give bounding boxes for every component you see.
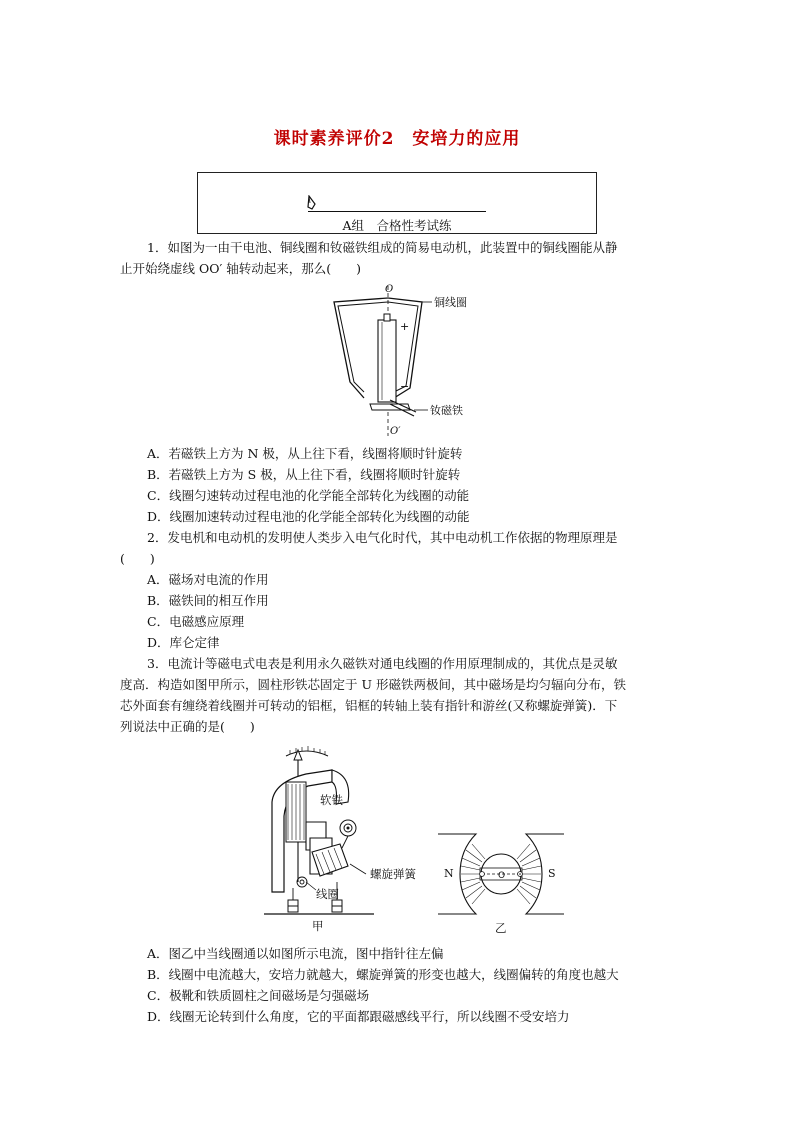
minus-label: − [400,380,410,393]
q1-stem-line2: 止开始绕虚线 OO′ 轴转动起来，那么( ) [120,261,362,276]
q3-stem-line2: 度高．构造如图甲所示，圆柱形铁芯固定于 U 形磁铁两极间，其中磁场是均匀辐向分布，铁 [120,677,626,692]
q3-pole-n: N [444,867,454,880]
axis-bottom-label: O′ [390,426,401,437]
page-title: 课时素养评价2 安培力的应用 [273,129,521,149]
group-header-label: A组 合格性考试练 [342,218,452,233]
q3-stem-line3: 芯外面套有缠绕着线圈并可转动的铝框，铝框的转轴上装有指针和游丝(又称螺旋弹簧)．下 [120,698,618,713]
q3-figure-b [436,828,566,918]
q3-option-a: A．图乙中当线圈通以如图所示电流，图中指针往左偏 [147,946,444,961]
q3-label-spring: 螺旋弹簧 [370,867,416,881]
q1-label-coil: 铜线圈 [434,296,467,309]
q3-option-c: C．极靴和铁质圆柱之间磁场是匀强磁场 [147,988,370,1003]
axis-top-label: O [385,284,394,295]
q2-option-d: D．库仑定律 [147,635,220,650]
q1-option-b: B．若磁铁上方为 S 极，从上往下看，线圈将顺时针旋转 [147,467,461,482]
q3-figure-a [262,742,432,932]
header-rule [308,211,486,212]
q3-option-d: D．线圈无论转到什么角度，它的平面都跟磁感线平行，所以线圈不受安培力 [147,1009,570,1024]
q2-option-b: B．磁铁间的相互作用 [147,593,269,608]
q3-stem-line4: 列说法中正确的是( ) [120,719,255,734]
q3-pole-s: S [548,867,556,880]
plus-label: + [400,320,410,333]
q3-stem-line1: 3．电流计等磁电式电表是利用永久磁铁对通电线圈的作用原理制成的，其优点是灵敏 [147,656,618,671]
center-o-label: O [498,871,506,881]
q1-option-c: C．线圈匀速转动过程电池的化学能全部转化为线圈的动能 [147,488,470,503]
q1-label-magnet: 钕磁铁 [430,404,463,417]
q3-caption-a: 甲 [312,919,324,933]
q1-option-a: A．若磁铁上方为 N 极，从上往下看，线圈将顺时针旋转 [147,446,463,461]
q3-label-coil: 线圈 [316,887,339,901]
q1-stem-line1: 1．如图为一由干电池、铜线圈和钕磁铁组成的简易电动机，此装置中的铜线圈能从静 [147,240,618,255]
q3-option-b: B．线圈中电流越大，安培力就越大，螺旋弹簧的形变也越大，线圈偏转的角度也越大 [147,967,619,982]
q2-option-c: C．电磁感应原理 [147,614,245,629]
group-header-box [197,172,597,234]
q2-stem-line2: ( ) [120,551,155,566]
pen-icon [306,195,318,211]
q3-label-soft-iron: 软铁 [320,793,343,807]
q1-option-d: D．线圈加速转动过程电池的化学能全部转化为线圈的动能 [147,509,470,524]
q2-stem-line1: 2．发电机和电动机的发明使人类步入电气化时代，其中电动机工作依据的物理原理是 [147,530,618,545]
q2-option-a: A．磁场对电流的作用 [147,572,269,587]
q3-caption-b: 乙 [495,921,507,935]
